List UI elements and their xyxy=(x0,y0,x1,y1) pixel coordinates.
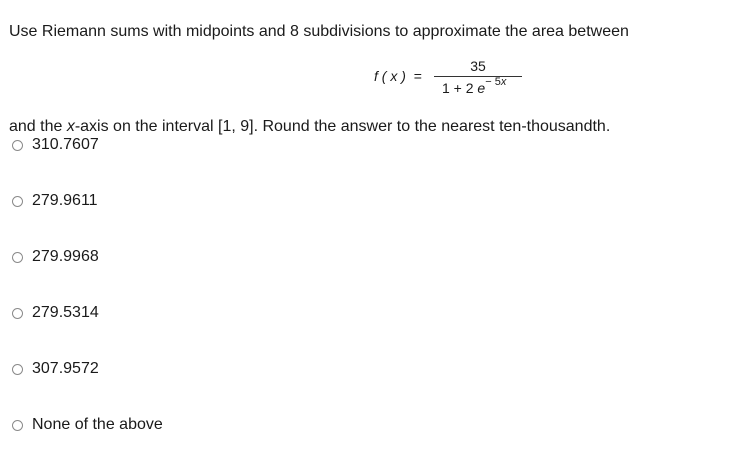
exponent-var: x xyxy=(500,76,507,89)
option-label-4: 279.5314 xyxy=(32,304,99,321)
function-name: f xyxy=(374,68,378,84)
answer-option-1[interactable] xyxy=(12,136,99,154)
formula-denominator xyxy=(442,76,507,96)
question-tail xyxy=(9,117,610,136)
option-label-5: 307.9572 xyxy=(32,360,99,377)
tail-start: and the xyxy=(9,118,67,135)
option-label-1: 310.7607 xyxy=(32,136,99,153)
formula-exponent xyxy=(485,76,506,88)
radio-button-5[interactable] xyxy=(12,364,23,375)
option-label-3: 279.9968 xyxy=(32,248,99,265)
formula-lhs: f ( x ) = xyxy=(374,68,422,84)
tail-end: -axis on the interval [1, 9]. Round the answer to the nearest ten-thousandth. xyxy=(74,118,611,135)
formula-numerator: 35 xyxy=(470,58,486,74)
radio-button-2[interactable] xyxy=(12,196,23,207)
tail-var: x xyxy=(66,118,75,135)
answer-option-5[interactable] xyxy=(12,360,99,378)
radio-button-4[interactable] xyxy=(12,308,23,319)
option-label-6: None of the above xyxy=(32,416,163,433)
question-intro: Use Riemann sums with midpoints and 8 subdivisions to approximate the area between xyxy=(9,23,629,40)
answer-option-2[interactable] xyxy=(12,192,98,210)
answer-option-4[interactable] xyxy=(12,304,99,322)
exponent-sign: − 5 xyxy=(485,76,501,89)
denominator-e: e xyxy=(477,80,486,96)
function-variable: x xyxy=(390,68,398,84)
radio-button-6[interactable] xyxy=(12,420,23,431)
answer-option-6[interactable] xyxy=(12,416,163,434)
answer-option-3[interactable] xyxy=(12,248,99,266)
option-label-2: 279.9611 xyxy=(32,192,98,209)
fraction-bar xyxy=(434,76,522,77)
radio-button-1[interactable] xyxy=(12,140,23,151)
denominator-base: 1 + 2 xyxy=(442,80,474,96)
radio-button-3[interactable] xyxy=(12,252,23,263)
